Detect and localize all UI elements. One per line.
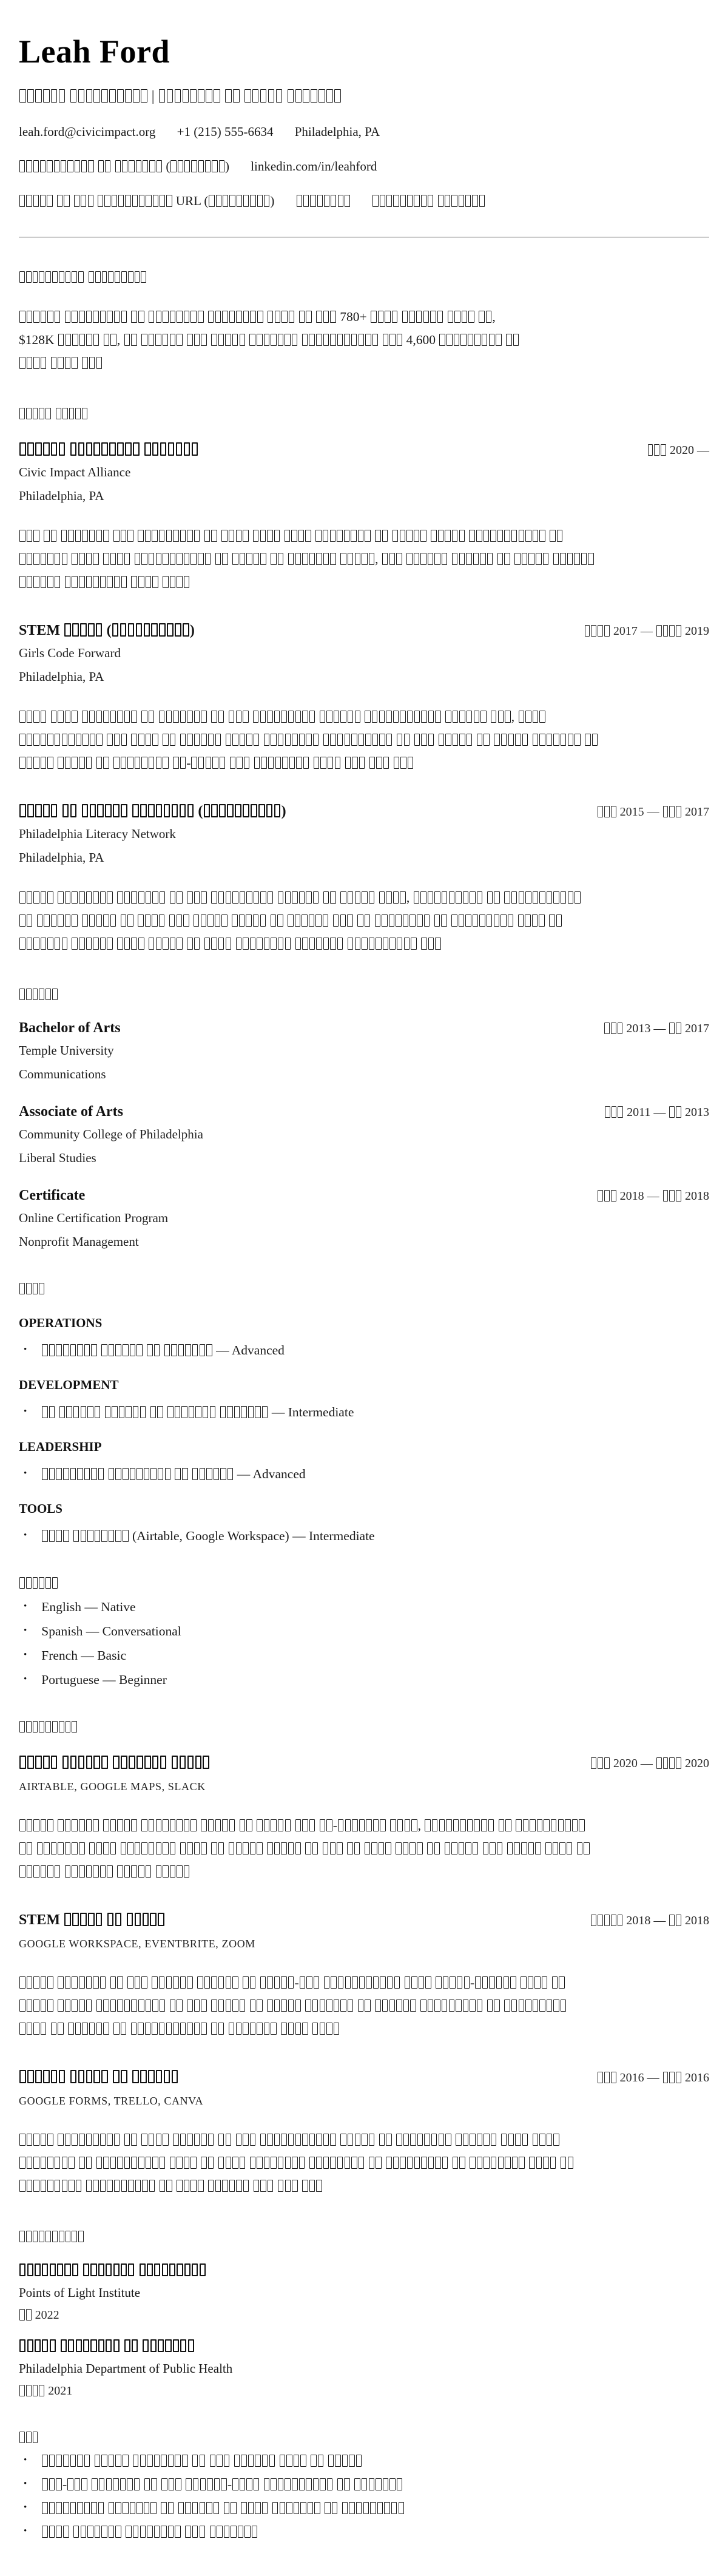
- section-languages: [19, 1577, 709, 1688]
- job-company: Civic Impact Alliance: [19, 465, 131, 479]
- interest-item-text: [41, 2453, 362, 2469]
- education-entry: [19, 1020, 709, 1082]
- section-education: [19, 988, 709, 1249]
- education-entry-head: [19, 1104, 709, 1120]
- section-skills: [19, 1282, 709, 1544]
- bullet-icon: •: [24, 1650, 27, 1660]
- degree-dates: 2018 — 2018: [597, 1189, 709, 1203]
- section-projects: [19, 1720, 709, 2197]
- interest-item: [19, 2477, 709, 2492]
- portfolio-url-label: URL ( ): [19, 194, 274, 209]
- project-description: - -: [19, 1971, 709, 2040]
- experience-entry: [19, 803, 709, 955]
- bullet-icon: •: [24, 1530, 27, 1540]
- interest-item-text: - -: [41, 2477, 403, 2492]
- experience-entry: [19, 623, 709, 774]
- bullet-icon: •: [24, 1469, 27, 1478]
- skill-item: [19, 1405, 709, 1420]
- email-text: leah.ford@civicimpact.org: [19, 124, 156, 139]
- divider: [19, 237, 709, 238]
- skill-item-text: — Intermediate: [41, 1405, 354, 1420]
- portfolio-item-3: [372, 194, 485, 209]
- language-item: [19, 1648, 709, 1663]
- interest-item: [19, 2501, 709, 2516]
- education-entry-head: [19, 1188, 709, 1204]
- degree-title: Certificate: [19, 1188, 86, 1203]
- tagline: |: [19, 89, 709, 105]
- job-dates: 2015 — 2017: [597, 805, 709, 819]
- contact-row-2: [19, 159, 709, 174]
- phone-text: +1 (215) 555-6634: [177, 124, 274, 139]
- interests-heading: [19, 2431, 709, 2445]
- location-text: Philadelphia, PA: [294, 124, 380, 139]
- language-item: [19, 1672, 709, 1688]
- skill-item: [19, 1467, 709, 1482]
- linkedin-url: linkedin.com/in/leahford: [251, 159, 377, 174]
- interest-item-text: [41, 2524, 258, 2540]
- skill-item: [19, 1529, 709, 1544]
- certification-entry: [19, 2262, 709, 2322]
- project-tools: GOOGLE FORMS, TRELLO, CANVA: [19, 2095, 204, 2107]
- certification-title: [19, 2338, 709, 2354]
- skill-item-text: — Advanced: [41, 1343, 285, 1358]
- skill-item-text: — Advanced: [41, 1467, 305, 1482]
- project-entry-head: [19, 2069, 709, 2086]
- page-title: Leah Ford: [19, 33, 170, 70]
- certification-issuer: Philadelphia Department of Public Health: [19, 2361, 233, 2376]
- section-certifications: [19, 2230, 709, 2398]
- experience-entry-head: [19, 623, 709, 639]
- field-of-study: Nonprofit Management: [19, 1234, 139, 1249]
- bullet-icon: •: [24, 1407, 27, 1416]
- project-title: [19, 1755, 210, 1771]
- bullet-icon: •: [24, 2479, 27, 2489]
- portfolio-item-2: [296, 194, 351, 209]
- project-description: - ,: [19, 1814, 709, 1883]
- experience-heading: [19, 407, 709, 421]
- bullet-icon: •: [24, 1601, 27, 1611]
- interest-item: [19, 2453, 709, 2469]
- project-entry: [19, 2069, 709, 2197]
- education-entry: [19, 1104, 709, 1166]
- summary-text: 780+ , $128K , 4,600: [19, 305, 709, 374]
- job-description: , -: [19, 705, 709, 774]
- school-name: Online Certification Program: [19, 1211, 169, 1225]
- skills-heading: [19, 1282, 709, 1296]
- field-of-study: Communications: [19, 1067, 106, 1081]
- school-name: Community College of Philadelphia: [19, 1127, 203, 1141]
- certification-date: 2022: [19, 2308, 709, 2322]
- language-item-text: English — Native: [41, 1600, 136, 1614]
- contact-row-3: [19, 194, 709, 209]
- job-location: Philadelphia, PA: [19, 669, 104, 684]
- language-item: [19, 1624, 709, 1639]
- skill-item-text: (Airtable, Google Workspace) — Intermediate: [41, 1529, 374, 1544]
- skill-item: [19, 1343, 709, 1358]
- job-location: Philadelphia, PA: [19, 850, 104, 865]
- resume-header: [19, 33, 709, 209]
- job-description: ,: [19, 886, 709, 955]
- languages-heading: [19, 1577, 709, 1591]
- job-company: Philadelphia Literacy Network: [19, 827, 176, 841]
- project-dates: 2020 — 2020: [590, 1757, 709, 1771]
- job-company: Girls Code Forward: [19, 646, 121, 660]
- project-entry-head: [19, 1912, 709, 1929]
- project-title: [19, 2069, 179, 2086]
- certification-entry: [19, 2338, 709, 2398]
- skill-category: LEADERSHIP: [19, 1439, 102, 1454]
- skill-category: DEVELOPMENT: [19, 1378, 119, 1392]
- degree-title: Bachelor of Arts: [19, 1020, 121, 1036]
- project-description: [19, 2128, 709, 2197]
- degree-title: Associate of Arts: [19, 1104, 123, 1120]
- certifications-heading: [19, 2230, 709, 2244]
- project-tools: AIRTABLE, GOOGLE MAPS, SLACK: [19, 1780, 206, 1793]
- contact-row-1: [19, 124, 709, 140]
- project-entry-head: [19, 1755, 709, 1771]
- language-item: [19, 1600, 709, 1615]
- summary-heading: [19, 271, 709, 285]
- project-dates: 2018 — 2018: [590, 1914, 709, 1928]
- degree-dates: 2013 — 2017: [604, 1022, 709, 1036]
- field-of-study: Liberal Studies: [19, 1151, 96, 1165]
- bullet-icon: •: [24, 2503, 27, 2512]
- project-title: STEM: [19, 1912, 165, 1929]
- section-experience: [19, 407, 709, 955]
- job-description: ,: [19, 524, 709, 593]
- bullet-icon: •: [24, 2455, 27, 2465]
- skill-category: TOOLS: [19, 1501, 62, 1516]
- interest-item-text: [41, 2501, 405, 2516]
- degree-dates: 2011 — 2013: [604, 1106, 709, 1120]
- language-item-text: Spanish — Conversational: [41, 1624, 181, 1638]
- skill-category: OPERATIONS: [19, 1316, 103, 1330]
- section-interests: [19, 2431, 709, 2540]
- experience-entry: [19, 442, 709, 593]
- certification-date: 2021: [19, 2384, 709, 2398]
- certification-title: [19, 2262, 709, 2278]
- job-location: Philadelphia, PA: [19, 488, 104, 503]
- experience-entry-head: [19, 442, 709, 458]
- language-item-text: Portuguese — Beginner: [41, 1672, 167, 1687]
- job-title: ( ): [19, 803, 286, 820]
- projects-heading: [19, 1720, 709, 1734]
- interest-item: [19, 2524, 709, 2540]
- bullet-icon: •: [24, 1345, 27, 1354]
- bullet-icon: •: [24, 2526, 27, 2536]
- job-dates: 2020 —: [647, 444, 709, 458]
- experience-entry-head: [19, 803, 709, 820]
- project-dates: 2016 — 2016: [597, 2071, 709, 2085]
- project-tools: GOOGLE WORKSPACE, EVENTBRITE, ZOOM: [19, 1938, 255, 1950]
- project-entry: [19, 1755, 709, 1883]
- school-name: Temple University: [19, 1043, 114, 1058]
- certification-issuer: Points of Light Institute: [19, 2285, 141, 2300]
- job-title: [19, 442, 198, 458]
- language-item-text: French — Basic: [41, 1648, 126, 1663]
- section-summary: [19, 271, 709, 374]
- education-entry: [19, 1188, 709, 1249]
- bullet-icon: •: [24, 1674, 27, 1684]
- education-heading: [19, 988, 709, 1002]
- job-dates: 2017 — 2019: [584, 624, 709, 638]
- job-title: STEM ( ): [19, 623, 195, 638]
- education-entry-head: [19, 1020, 709, 1036]
- bullet-icon: •: [24, 1626, 27, 1635]
- project-entry: [19, 1912, 709, 2040]
- linkedin-label: ( ): [19, 159, 229, 174]
